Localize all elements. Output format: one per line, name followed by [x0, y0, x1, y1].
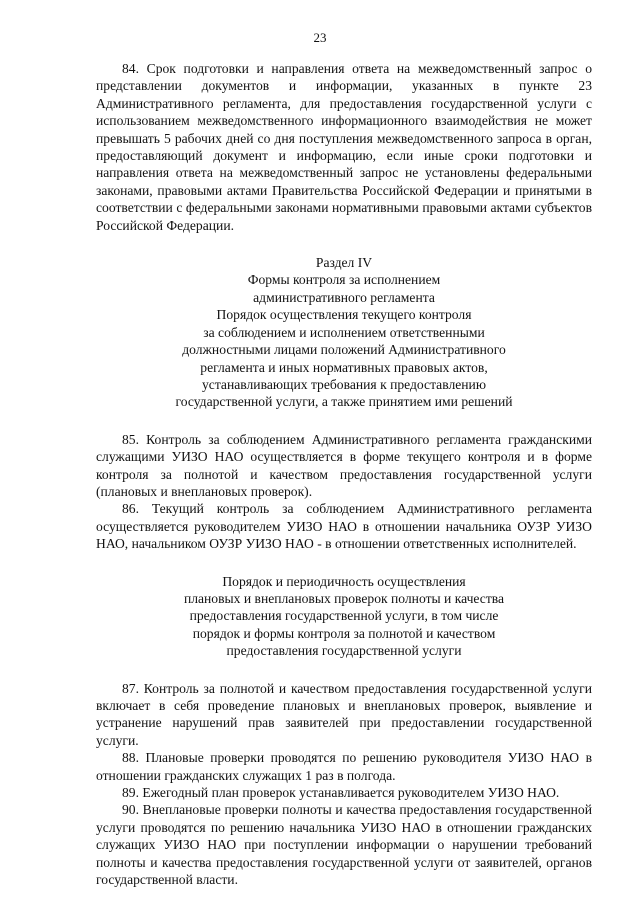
subsection-heading-line: порядок и формы контроля за полнотой и качеством	[192, 625, 496, 641]
paragraph-85: 85. Контроль за соблюдением Административного регламента гражданскими служащими УИЗО НАО осуществляется в форме текущего контроля и в форме контроля за полнотой и качеством предоставления государственной услуги (плановых и внеплановых проверок).	[96, 431, 592, 499]
section-heading-line: административного регламента	[253, 289, 435, 305]
subsection-heading	[96, 573, 592, 660]
paragraph-87: 87. Контроль за полнотой и качеством предоставления государственной услуги включает в себя проведение плановых и внеплановых проверок, выявление и устранение нарушений прав заявителей при предоставлении государственной услуги.	[96, 680, 592, 748]
paragraph-89: 89. Ежегодный план проверок устанавливается руководителем УИЗО НАО.	[122, 785, 560, 801]
paragraph-86: 86. Текущий контроль за соблюдением Административного регламента осуществляется руководителем УИЗО НАО в отношении начальника ОУЗР УИЗО НАО, начальником ОУЗР УИЗО НАО - в отношении ответственных исполнителей.	[96, 501, 592, 552]
section-heading	[96, 254, 592, 411]
subsection-heading-line: плановых и внеплановых проверок полноты и качества	[183, 590, 505, 606]
paragraph-90: 90. Внеплановые проверки полноты и качества предоставления государственной услуги проводятся по решению начальника УИЗО НАО в отношении гражданских служащих УИЗО НАО при поступлении информации о нарушении требований полноты и качества предоставления государственной услуги от заявителей, органов государственной власти.	[96, 802, 592, 888]
subsection-heading-line: предоставления государственной услуги	[226, 643, 462, 659]
section-heading-line: Формы контроля за исполнением	[247, 272, 441, 288]
section-heading-line: устанавливающих требования к предоставлению	[202, 376, 486, 392]
section-heading-line: государственной услуги, а также принятием ими решений	[175, 394, 513, 410]
paragraph-84: 84. Срок подготовки и направления ответа на межведомственный запрос о представлении документов и информации, указанных в пункте 23 Административного регламента, для предоставления государственной услуги с использованием межведомственного информационного взаимодействия не может превышать 5 рабочих дней со дня поступления межведомственного запроса в орган, предоставляющий документ и информацию, если иные сроки подготовки и направления ответа на межведомственный запрос не установлены федеральными законами, правовыми актами Правительства Российской Федерации и принятыми в соответствии с федеральными законами нормативными правовыми актами субъектов Российской Федерации.	[96, 61, 592, 233]
paragraph-88: 88. Плановые проверки проводятся по решению руководителя УИЗО НАО в отношении гражданских служащих 1 раз в полгода.	[96, 750, 592, 783]
section-heading-line: за соблюдением и исполнением ответственными	[203, 324, 485, 340]
page-number: 23	[313, 30, 327, 45]
section-heading-line: регламента и иных нормативных правовых актов,	[200, 359, 488, 375]
document-body	[96, 60, 592, 888]
section-heading-line: должностными лицами положений Административного	[182, 342, 506, 358]
section-heading-line: Раздел IV	[315, 255, 373, 271]
subsection-heading-line: предоставления государственной услуги, в том числе	[189, 608, 499, 624]
subsection-heading-line: Порядок и периодичность осуществления	[222, 573, 466, 589]
section-heading-line: Порядок осуществления текущего контроля	[216, 307, 472, 323]
